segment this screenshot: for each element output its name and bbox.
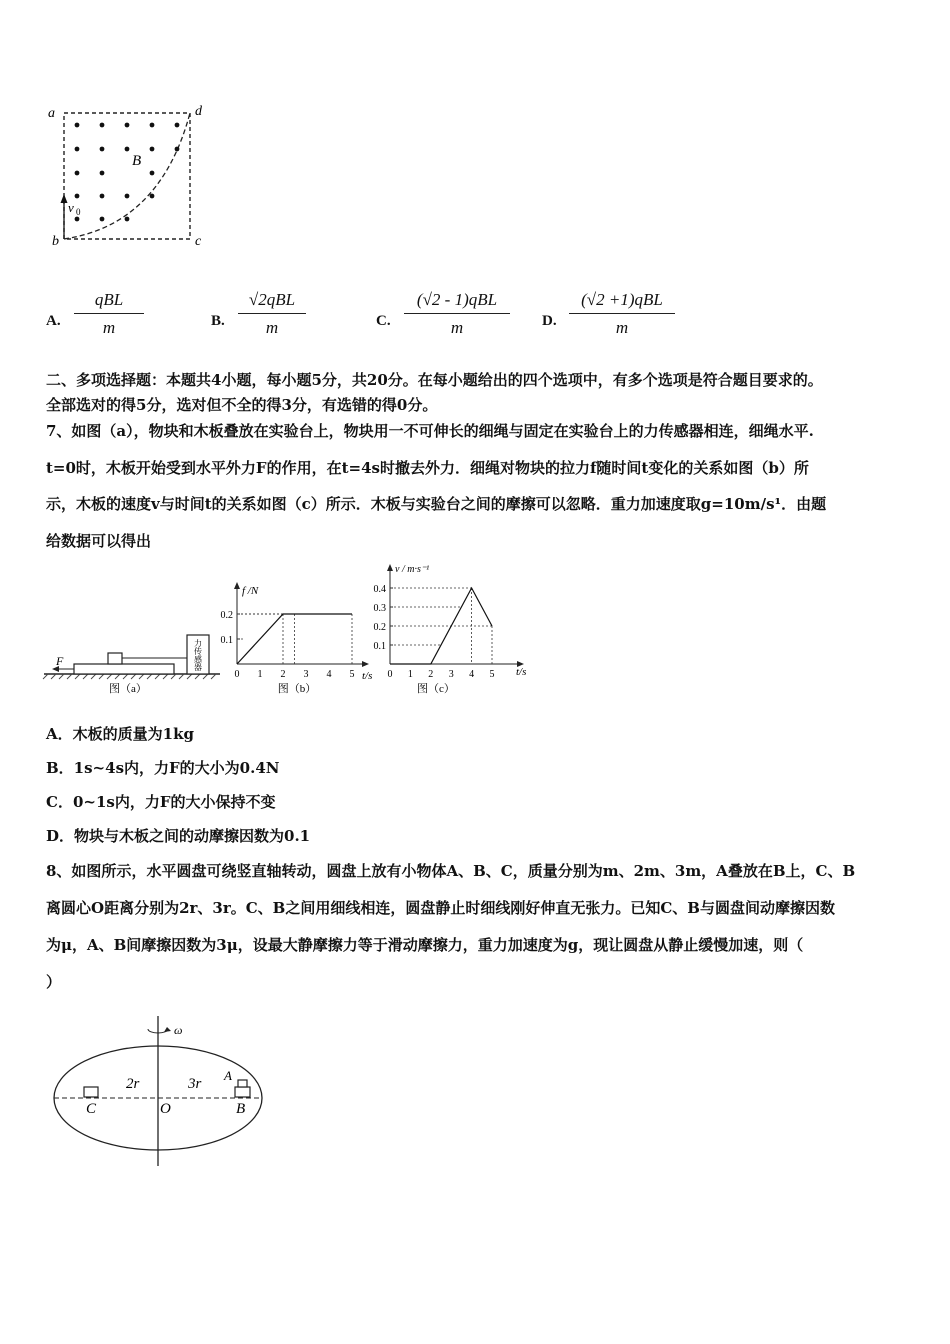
corner-b-label: b [52, 234, 59, 249]
block-b [235, 1087, 250, 1097]
figure-b-xtick-1: 1 [257, 669, 263, 680]
field-b-label: B [132, 153, 142, 169]
figure-b-ytick-0.2: 0.2 [220, 610, 233, 621]
q7-option-d[interactable]: D．物块与木板之间的动摩擦因数为0.1 [46, 827, 311, 845]
figure-b-xlabel: t/s [362, 670, 373, 682]
q8-stem-line3: 为μ，A、B间摩擦因数为3μ，设最大静摩擦力等于滑动摩擦力，重力加速度为g，现让圆盘从静止缓慢加速，则（ [46, 936, 804, 954]
figure-c-chart [368, 558, 538, 700]
label-a: A [224, 1068, 232, 1083]
omega-label: ω [174, 1023, 183, 1037]
q6-option-b-label[interactable]: B. [211, 313, 225, 329]
label-b: B [236, 1101, 246, 1117]
q7-option-c[interactable]: C．0~1s内，力F的大小保持不变 [46, 793, 276, 811]
q6-option-b-denominator: m [265, 318, 279, 337]
q6-option-c-label[interactable]: C. [376, 313, 391, 329]
q7-stem-line1: 7、如图（a），物块和木板叠放在实验台上，物块用一不可伸长的细绳与固定在实验台上的力传感器相连，细绳水平. [46, 422, 814, 440]
q8-stem-line1: 8、如图所示，水平圆盘可绕竖直轴转动，圆盘上放有小物体A、B、C，质量分别为m、2m、3m，A叠放在B上，C、B [46, 862, 856, 880]
sensor-char-3: 感 [194, 655, 202, 664]
rotating-disc-figure [50, 1010, 275, 1170]
figure-b-ylabel: f /N [242, 585, 259, 597]
label-o: O [160, 1101, 171, 1117]
label-c: C [86, 1101, 97, 1117]
q6-option-b-fraction [238, 290, 306, 338]
figure-c-xtick-3: 3 [448, 669, 454, 680]
figure-c-xtick-1: 1 [407, 669, 413, 680]
q6-option-a-numerator: qBL [74, 290, 144, 314]
figure-c-ytick-0.1: 0.1 [373, 641, 386, 652]
q6-option-d-denominator: m [615, 318, 629, 337]
figure-a-apparatus [40, 620, 225, 700]
figure-b-caption: 图（b） [277, 683, 317, 695]
q7-stem-line2: t=0时，木板开始受到水平外力F的作用，在t=4s时撤去外力．细绳对物块的拉力f随时间t变化的关系如图（b）所 [46, 459, 809, 477]
figure-c-xlabel: t/s [516, 666, 527, 678]
figure-c-xtick-5: 5 [489, 669, 495, 680]
figure-c-xtick-0: 0 [387, 669, 393, 680]
q7-stem-line4: 给数据可以得出 [46, 532, 152, 550]
figure-b-ytick-0.1: 0.1 [220, 635, 233, 646]
figure-b-xtick-3: 3 [303, 669, 309, 680]
figure-c-ytick-0.3: 0.3 [373, 603, 386, 614]
q6-option-c-denominator: m [450, 318, 464, 337]
figure-c-ytick-0.4: 0.4 [373, 584, 386, 595]
figure-c-ytick-0.2: 0.2 [373, 622, 386, 633]
distance-2r-label: 2r [126, 1076, 140, 1092]
figure-b-xtick-5: 5 [349, 669, 355, 680]
figure-c-ylabel: v / m·s⁻¹ [395, 564, 430, 575]
corner-c-label: c [195, 234, 202, 249]
figure-b-chart [220, 578, 385, 700]
corner-d-label: d [195, 104, 202, 119]
sensor-char-4: 器 [194, 663, 202, 672]
q6-option-d-label[interactable]: D. [542, 313, 557, 329]
figure-c-xtick-4: 4 [469, 669, 475, 680]
magnetic-field-figure [40, 95, 220, 255]
q8-stem-line2: 离圆心O距离分别为2r、3r。C、B之间用细线相连，圆盘静止时细线刚好伸直无张力。已知C、B与圆盘间动摩擦因数 [46, 899, 835, 917]
velocity-subscript: 0 [76, 207, 81, 217]
sensor-char-1: 力 [194, 639, 202, 648]
section2-instruction-line2: 全部选对的得5分，选对但不全的得3分，有选错的得0分。 [46, 396, 438, 414]
q6-option-a-fraction [74, 290, 144, 338]
corner-a-label: a [48, 106, 55, 121]
q6-option-c-numerator: (√2 - 1)qBL [404, 290, 510, 314]
sensor-char-2: 传 [194, 647, 202, 656]
force-f-label: F [56, 654, 64, 668]
figure-c-xtick-2: 2 [428, 669, 434, 680]
figure-b-xtick-0: 0 [234, 669, 240, 680]
q6-option-c-fraction [404, 290, 510, 338]
figure-b-xtick-4: 4 [326, 669, 332, 680]
section2-instruction-line1: 二、多项选择题：本题共4小题，每小题5分，共20分。在每小题给出的四个选项中，有多个选项是符合题目要求的。 [46, 371, 823, 389]
figure-b-xtick-2: 2 [280, 669, 286, 680]
q6-option-d-fraction [569, 290, 675, 338]
q6-option-d-numerator: (√2 +1)qBL [569, 290, 675, 314]
q6-option-a-label[interactable]: A. [46, 313, 61, 329]
q8-stem-line4: ） [46, 973, 62, 991]
figure-c-caption: 图（c） [417, 683, 455, 695]
q6-option-a-denominator: m [102, 318, 116, 337]
q7-option-b[interactable]: B．1s~4s内，力F的大小为0.4N [46, 759, 280, 777]
velocity-label: v [68, 200, 74, 215]
q7-stem-line3: 示，木板的速度v与时间t的关系如图（c）所示．木板与实验台之间的摩擦可以忽略．重力加速度取g=10m/s¹．由题 [46, 495, 827, 513]
q7-option-a[interactable]: A．木板的质量为1kg [46, 725, 194, 743]
figure-a-caption: 图（a） [109, 683, 147, 695]
block-c [84, 1087, 98, 1097]
figure-c-series-line [390, 588, 492, 664]
block-a [238, 1080, 247, 1087]
distance-3r-label: 3r [188, 1076, 202, 1092]
q6-option-b-numerator: √2qBL [238, 290, 306, 314]
